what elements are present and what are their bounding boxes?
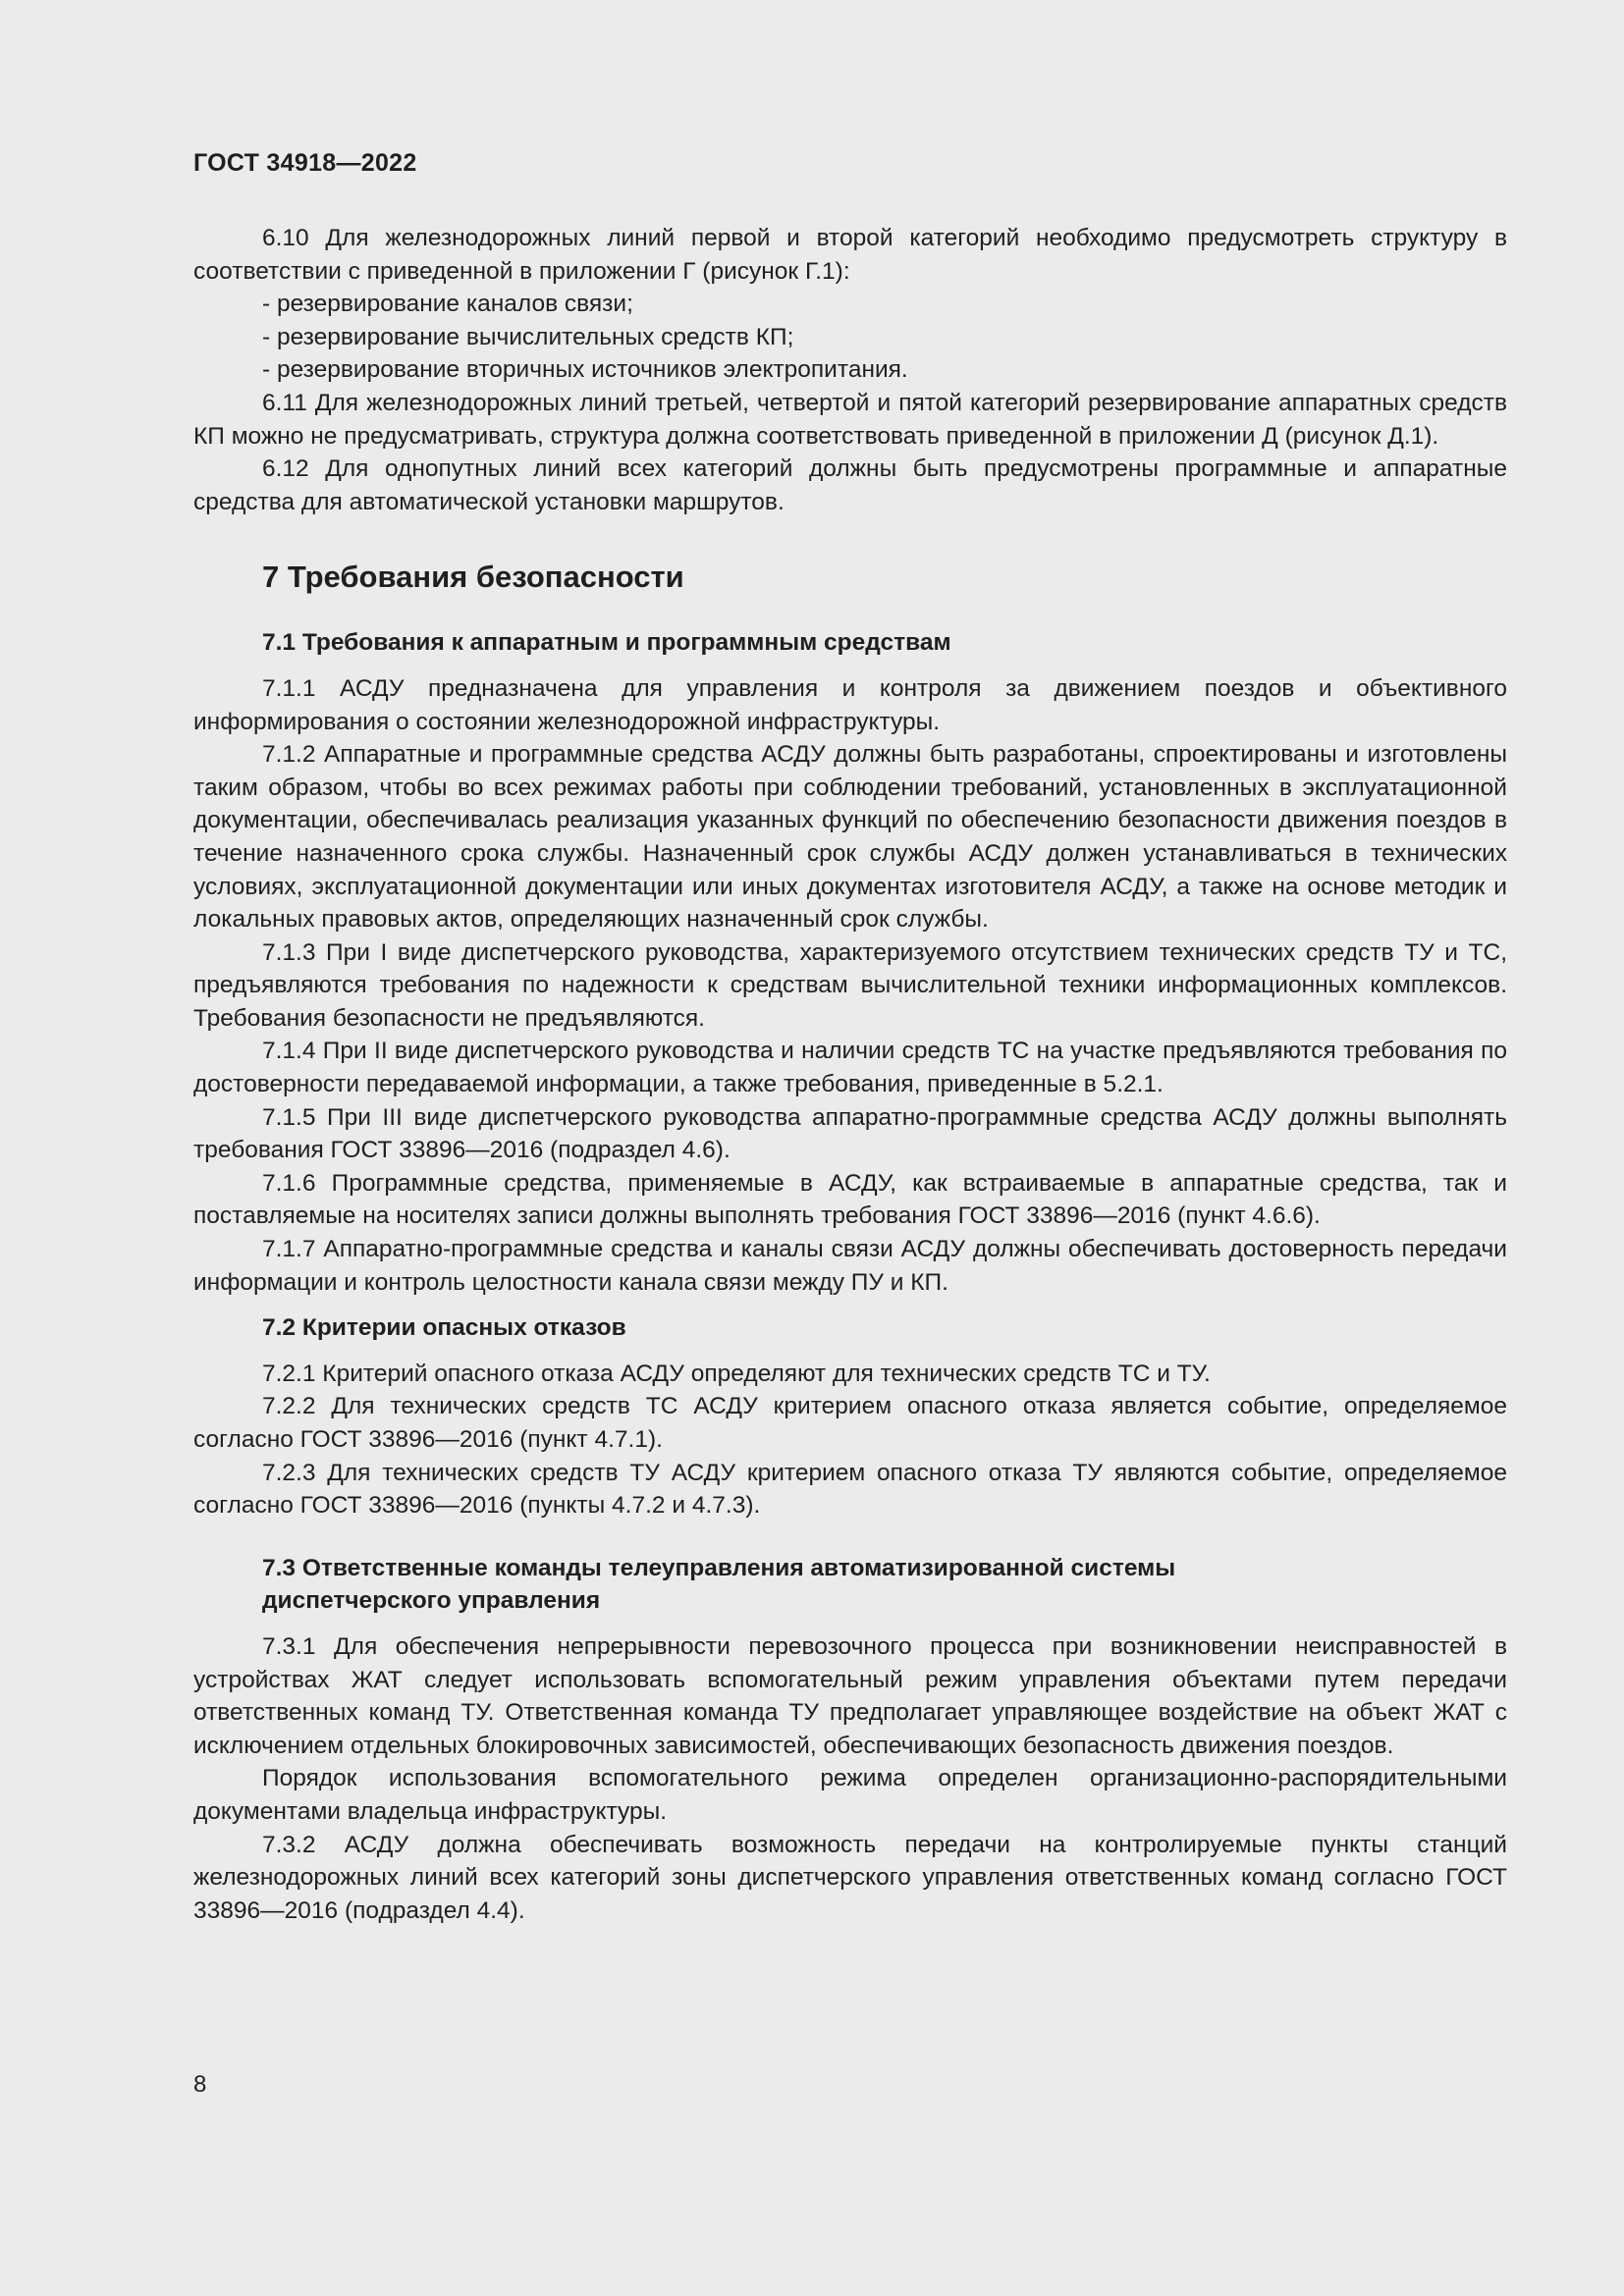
clause-7-3-2: 7.3.2 АСДУ должна обеспечивать возможность передачи на контролируемые пункты станций железнодорожных линий всех категорий зоны диспетчерского управления ответственных команд согласно ГОСТ 33896—2016 (подраздел 4.4). (193, 1831, 1507, 1924)
clause-7-1-4: 7.1.4 При II виде диспетчерского руководства и наличии средств ТС на участке предъявляются требования по достоверности передаваемой информации, а также требования, приведенные в 5.2.1. (193, 1038, 1507, 1098)
subsection-7-2-heading: 7.2 Критерии опасных отказов (262, 1314, 626, 1342)
subsection-7-3-heading-line1: 7.3 Ответственные команды телеуправления автоматизированной системы (262, 1554, 1176, 1581)
section-7-heading: 7 Требования безопасности (262, 560, 684, 595)
document-header: ГОСТ 34918—2022 (193, 149, 417, 177)
clause-7-1-7: 7.1.7 Аппаратно-программные средства и каналы связи АСДУ должны обеспечивать достоверность передачи информации и контроль целостности канала связи между ПУ и КП. (193, 1236, 1507, 1296)
clause-7-1-5: 7.1.5 При III виде диспетчерского руководства аппаратно-программные средства АСДУ должны выполнять требования ГОСТ 33896—2016 (подраздел 4.6). (193, 1103, 1507, 1164)
document-body (193, 222, 1507, 1927)
clause-7-3-1-continuation: Порядок использования вспомогательного режима определен организационно-распорядительными документами владельца инфраструктуры. (193, 1765, 1507, 1825)
clause-6-10: 6.10 Для железнодорожных линий первой и второй категорий необходимо предусмотреть структуру в соответствии с приведенной в приложении Г (рисунок Г.1): (193, 225, 1507, 285)
clause-7-2-3: 7.2.3 Для технических средств ТУ АСДУ критерием опасного отказа ТУ являются событие, определяемое согласно ГОСТ 33896—2016 (пункты 4.7.2 и 4.7.3). (193, 1459, 1507, 1520)
clause-6-11: 6.11 Для железнодорожных линий третьей, четвертой и пятой категорий резервирование аппаратных средств КП можно не предусматривать, структура должна соответствовать приведенной в приложении Д (рисунок Д.1). (193, 389, 1507, 450)
subsection-7-3-heading (193, 1552, 1507, 1618)
clause-7-1-2: 7.1.2 Аппаратные и программные средства АСДУ должны быть разработаны, спроектированы и изготовлены таким образом, чтобы во всех режимах работы при соблюдении требований, установленных в эксплуатационной документации, обеспечивалась реализация указанных функций по обеспечению безопасности движения поездов в течение назначенного срока службы. Назначенный срок службы АСДУ должен устанавливаться в технических условиях, эксплуатационной документации или иных документах изготовителя АСДУ, а также на основе методик и локальных правовых актов, определяющих назначенный срок службы. (193, 741, 1507, 934)
clause-7-2-2: 7.2.2 Для технических средств ТС АСДУ критерием опасного отказа является событие, определяемое согласно ГОСТ 33896—2016 (пункт 4.7.1). (193, 1393, 1507, 1453)
page-number: 8 (193, 2071, 207, 2098)
subsection-7-3-heading-line2: диспетчерского управления (262, 1587, 601, 1615)
clause-6-12: 6.12 Для однопутных линий всех категорий должны быть предусмотрены программные и аппаратные средства для автоматической установки маршрутов. (193, 455, 1507, 515)
clause-7-3-1: 7.3.1 Для обеспечения непрерывности перевозочного процесса при возникновении неисправностей в устройствах ЖАТ следует использовать вспомогательный режим управления объектами путем передачи ответственных команд ТУ. Ответственная команда ТУ предполагает управляющее воздействие на объект ЖАТ с исключением отдельных блокировочных зависимостей, обеспечивающих безопасность движения поездов. (193, 1632, 1507, 1759)
list-item: - резервирование вторичных источников электропитания. (262, 356, 908, 384)
clause-7-1-6: 7.1.6 Программные средства, применяемые в АСДУ, как встраиваемые в аппаратные средства, так и поставляемые на носителях записи должны выполнять требования ГОСТ 33896—2016 (пункт 4.6.6). (193, 1169, 1507, 1230)
subsection-7-1-heading: 7.1 Требования к аппаратным и программным средствам (262, 629, 951, 657)
clause-7-2-1: 7.2.1 Критерий опасного отказа АСДУ определяют для технических средств ТС и ТУ. (262, 1360, 1211, 1387)
list-item: - резервирование вычислительных средств КП; (262, 323, 794, 350)
clause-7-1-3: 7.1.3 При I виде диспетчерского руководства, характеризуемого отсутствием технических средств ТУ и ТС, предъявляются требования по надежности к средствам вычислительной техники информационных комплексов. Требования безопасности не предъявляются. (193, 938, 1507, 1032)
list-item: - резервирование каналов связи; (262, 291, 633, 318)
clause-7-1-1: 7.1.1 АСДУ предназначена для управления и контроля за движением поездов и объективного информирования о состоянии железнодорожной инфраструктуры. (193, 674, 1507, 735)
